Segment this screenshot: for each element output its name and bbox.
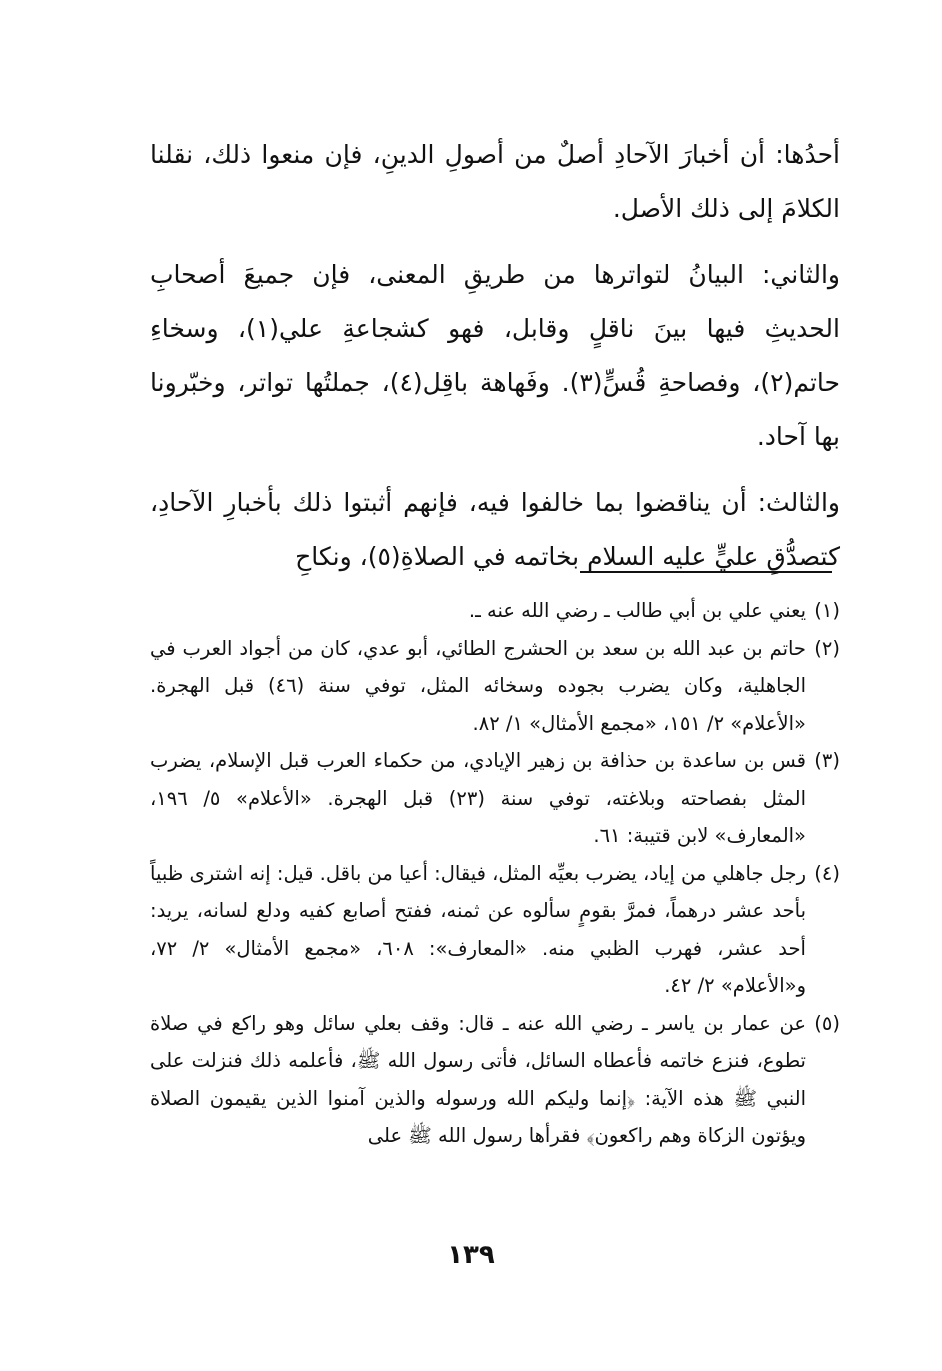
footnote-text: قس بن ساعدة بن حذافة بن زهير الإيادي، من حكماء العرب قبل الإسلام، يضرب المثل بفصاحته وبلاغته، توفي سنة (٢٣) قبل الهجرة. «الأعلام» ٥/ ١٩٦، «المعارف» لابن قتيبة: ٦١. bbox=[150, 749, 806, 847]
footnote-number: (٢) bbox=[814, 636, 840, 660]
footnote-text: حاتم بن عبد الله بن سعد بن الحشرج الطائي، أبو عدي، كان من أجواد العرب في الجاهلية، وكان يضرب بجوده وسخائه المثل، توفي سنة (٤٦) قبل الهجرة. «الأعلام» ٢/ ١٥١، «مجمع الأمثال» ١/ ٨٢. bbox=[150, 636, 806, 735]
paragraph-second: والثاني: البيانُ لتواترها من طريقِ المعنى، فإن جميعَ أصحابِ الحديثِ فيها بينَ ناقلٍ وقابل، فهو كشجاعةِ علي(١)، وسخاءِ حاتم(٢)، وفصاحةِ قُسٍّ(٣). وفَهاهة باقِل(٤)، جملتُها تواتر، وخبّرونا بها آحاد. bbox=[150, 260, 840, 451]
footnote-text: عن عمار بن ياسر ـ رضي الله عنه ـ قال: وقف بعلي سائل وهو راكع في صلاة تطوع، فنزع خاتمه فأعطاه السائل، فأتى رسول الله ﷺ، فأعلمه ذلك فنزلت على النبي ﷺ هذه الآية: ﴿إنما وليكم الله ورسوله والذين آمنوا الذين يقيمون الصلاة ويؤتون الزكاة وهم راكعون﴾ فقرأها رسول الله ﷺ على bbox=[150, 1011, 806, 1147]
footnote-divider bbox=[580, 571, 832, 573]
footnote-number: (٥) bbox=[814, 1011, 840, 1035]
footnote-2 bbox=[150, 630, 840, 743]
footnote-number: (٤) bbox=[814, 861, 840, 885]
paragraph-first: أحدُها: أن أخبارَ الآحادِ أصلٌ من أصولِ الدينِ، فإن منعوا ذلك، نقلنا الكلامَ إلى ذلك الأصل. bbox=[150, 140, 840, 223]
footnote-number: (١) bbox=[814, 599, 840, 622]
footnote-text: رجل جاهلي من إياد، يضرب بعيِّه المثل، فيقال: أعيا من باقل. قيل: إنه اشترى ظبياً بأحد عشر درهماً، فمرَّ بقومٍ سألوه عن ثمنه، ففتح أصابع كفيه ودلع لسانه، يريد: أحد عشر، فهرب الظبي منه. «المعارف»: ٦٠٨، «مجمع الأمثال» ٢/ ٧٢، و«الأعلام» ٢/ ٤٢. bbox=[150, 861, 806, 997]
footnotes bbox=[150, 592, 840, 1155]
footnote-3 bbox=[150, 742, 840, 855]
main-text bbox=[150, 128, 840, 596]
footnote-number: (٣) bbox=[814, 749, 840, 772]
footnote-text: يعني علي بن أبي طالب ـ رضي الله عنه ـ. bbox=[468, 599, 806, 622]
footnote-1 bbox=[150, 592, 840, 630]
paragraph-third: والثالث: أن يناقضوا بما خالفوا فيه، فإنهم أثبتوا ذلك بأخبارِ الآحادِ، كتصدُّقِ عليٍّ عليه السلام بخاتمه في الصلاةِ(٥)، ونكاحِ bbox=[150, 488, 840, 571]
page-number: ١٣٩ bbox=[447, 1240, 495, 1270]
footnote-4 bbox=[150, 855, 840, 1005]
footnote-5 bbox=[150, 1005, 840, 1155]
